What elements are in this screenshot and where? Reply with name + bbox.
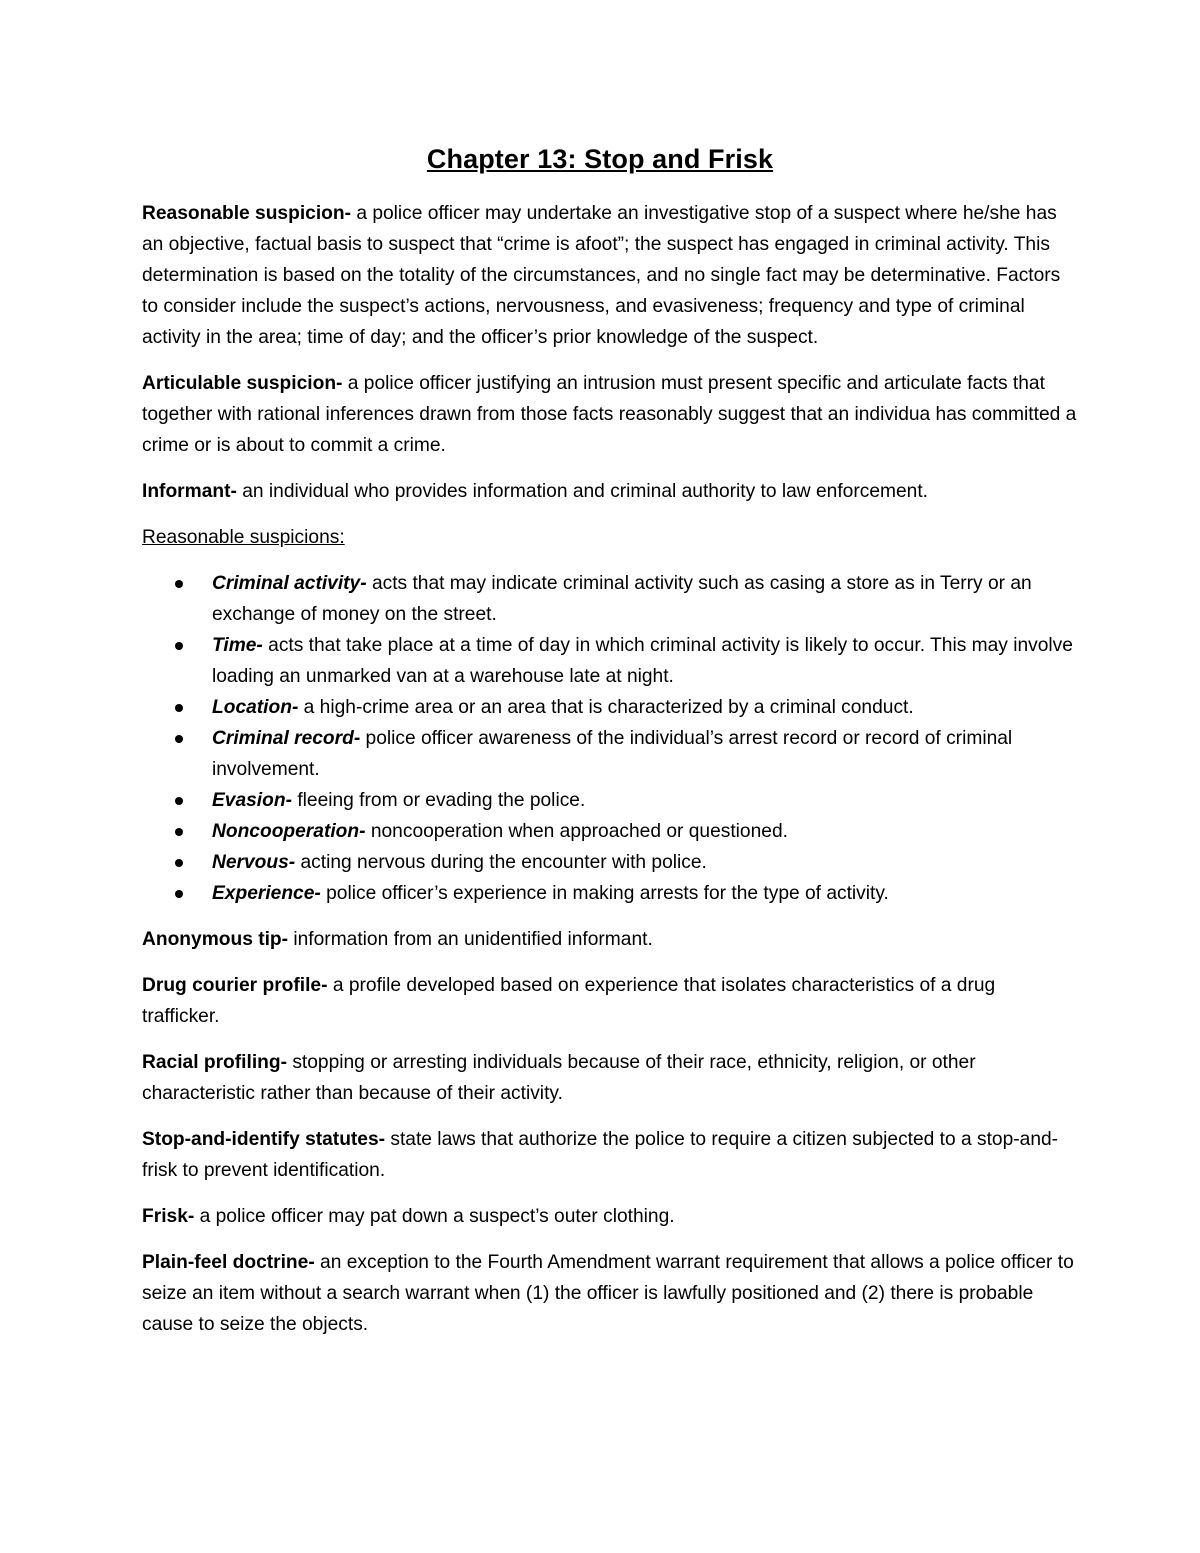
- definition-text: state laws that authorize the police to require a citizen subjected to a stop-and-frisk to prevent identification.: [142, 1129, 1059, 1181]
- list-item: [212, 878, 1077, 909]
- bullet-icon: [175, 859, 183, 867]
- definition-term: Stop-and-identify statutes-: [142, 1129, 386, 1150]
- reasonable-suspicions-list: [142, 568, 1077, 909]
- list-item: [212, 847, 1077, 878]
- list-item-text: a high-crime area or an area that is characterized by a criminal conduct.: [298, 697, 914, 718]
- definition-term: Racial profiling-: [142, 1052, 287, 1073]
- definition-articulable-suspicion: [142, 368, 1077, 461]
- bullet-icon: [175, 704, 183, 712]
- list-item: [212, 723, 1077, 785]
- definition-frisk: [142, 1201, 1077, 1232]
- definition-term: Articulable suspicion-: [142, 373, 343, 394]
- document-body: [142, 198, 1077, 1355]
- definition-text: a police officer justifying an intrusion must present specific and articulate facts that together with rational inferences drawn from those facts reasonably suggest that an individua has committed a crime or is about to commit a crime.: [142, 373, 1077, 456]
- list-item-term: Criminal record-: [212, 728, 361, 749]
- definition-term: Frisk-: [142, 1206, 195, 1227]
- definition-text: a police officer may undertake an investigative stop of a suspect where he/she has an objective, factual basis to suspect that “crime is afoot”; the suspect has engaged in criminal activity. This determination is based on the totality of the circumstances, and no single fact may be determinative. Factors to consider include the suspect’s actions, nervousness, and evasiveness; frequency and type of criminal activity in the area; time of day; and the officer’s prior knowledge of the suspect.: [142, 203, 1061, 348]
- list-item: [212, 568, 1077, 630]
- definition-racial-profiling: [142, 1047, 1077, 1109]
- definition-text: an individual who provides information and criminal authority to law enforcement.: [236, 481, 928, 502]
- list-item-text: fleeing from or evading the police.: [291, 790, 586, 811]
- definition-anonymous-tip: [142, 924, 1077, 955]
- bullet-icon: [175, 642, 183, 650]
- page-title: Chapter 13: Stop and Frisk: [426, 144, 774, 174]
- list-item-term: Experience-: [212, 883, 321, 904]
- list-item-term: Nervous-: [212, 852, 296, 873]
- definition-drug-courier-profile: [142, 970, 1077, 1032]
- list-item-text: acts that may indicate criminal activity such as casing a store as in Terry or an exchange of money on the street.: [212, 573, 1032, 625]
- definition-term: Reasonable suspicion-: [142, 203, 351, 224]
- list-item-text: police officer awareness of the individual’s arrest record or record of criminal involvement.: [212, 728, 1013, 780]
- definition-text: an exception to the Fourth Amendment warrant requirement that allows a police officer to seize an item without a search warrant when (1) the officer is lawfully positioned and (2) there is probable cause to seize the objects.: [142, 1252, 1074, 1335]
- list-item: [212, 816, 1077, 847]
- list-item-text: acts that take place at a time of day in which criminal activity is likely to occur. This may involve loading an unmarked van at a warehouse late at night.: [212, 635, 1073, 687]
- bullet-icon: [175, 797, 183, 805]
- definition-term: Anonymous tip-: [142, 929, 289, 950]
- section-subheading: Reasonable suspicions:: [142, 527, 345, 548]
- list-item-term: Evasion-: [212, 790, 292, 811]
- bullet-icon: [175, 828, 183, 836]
- definition-informant: [142, 476, 1077, 507]
- list-item-term: Noncooperation-: [212, 821, 366, 842]
- definition-term: Plain-feel doctrine-: [142, 1252, 315, 1273]
- list-item-text: acting nervous during the encounter with police.: [295, 852, 707, 873]
- definition-text: a profile developed based on experience that isolates characteristics of a drug trafficker.: [142, 975, 996, 1027]
- list-item-text: police officer’s experience in making arrests for the type of activity.: [320, 883, 889, 904]
- bullet-icon: [175, 580, 183, 588]
- list-item: [212, 692, 1077, 723]
- list-item-term: Criminal activity-: [212, 573, 367, 594]
- definition-text: stopping or arresting individuals because of their race, ethnicity, religion, or other characteristic rather than because of their activity.: [142, 1052, 976, 1104]
- definition-text: a police officer may pat down a suspect’s outer clothing.: [194, 1206, 675, 1227]
- list-item-text: noncooperation when approached or questioned.: [365, 821, 788, 842]
- list-item: [212, 785, 1077, 816]
- definition-term: Informant-: [142, 481, 237, 502]
- list-item-term: Location-: [212, 697, 299, 718]
- definition-text: information from an unidentified informant.: [288, 929, 653, 950]
- definition-stop-and-identify-statutes: [142, 1124, 1077, 1186]
- bullet-icon: [175, 890, 183, 898]
- definition-term: Drug courier profile-: [142, 975, 328, 996]
- list-item: [212, 630, 1077, 692]
- definition-reasonable-suspicion: [142, 198, 1077, 353]
- list-item-term: Time-: [212, 635, 263, 656]
- bullet-icon: [175, 735, 183, 743]
- definition-plain-feel-doctrine: [142, 1247, 1077, 1340]
